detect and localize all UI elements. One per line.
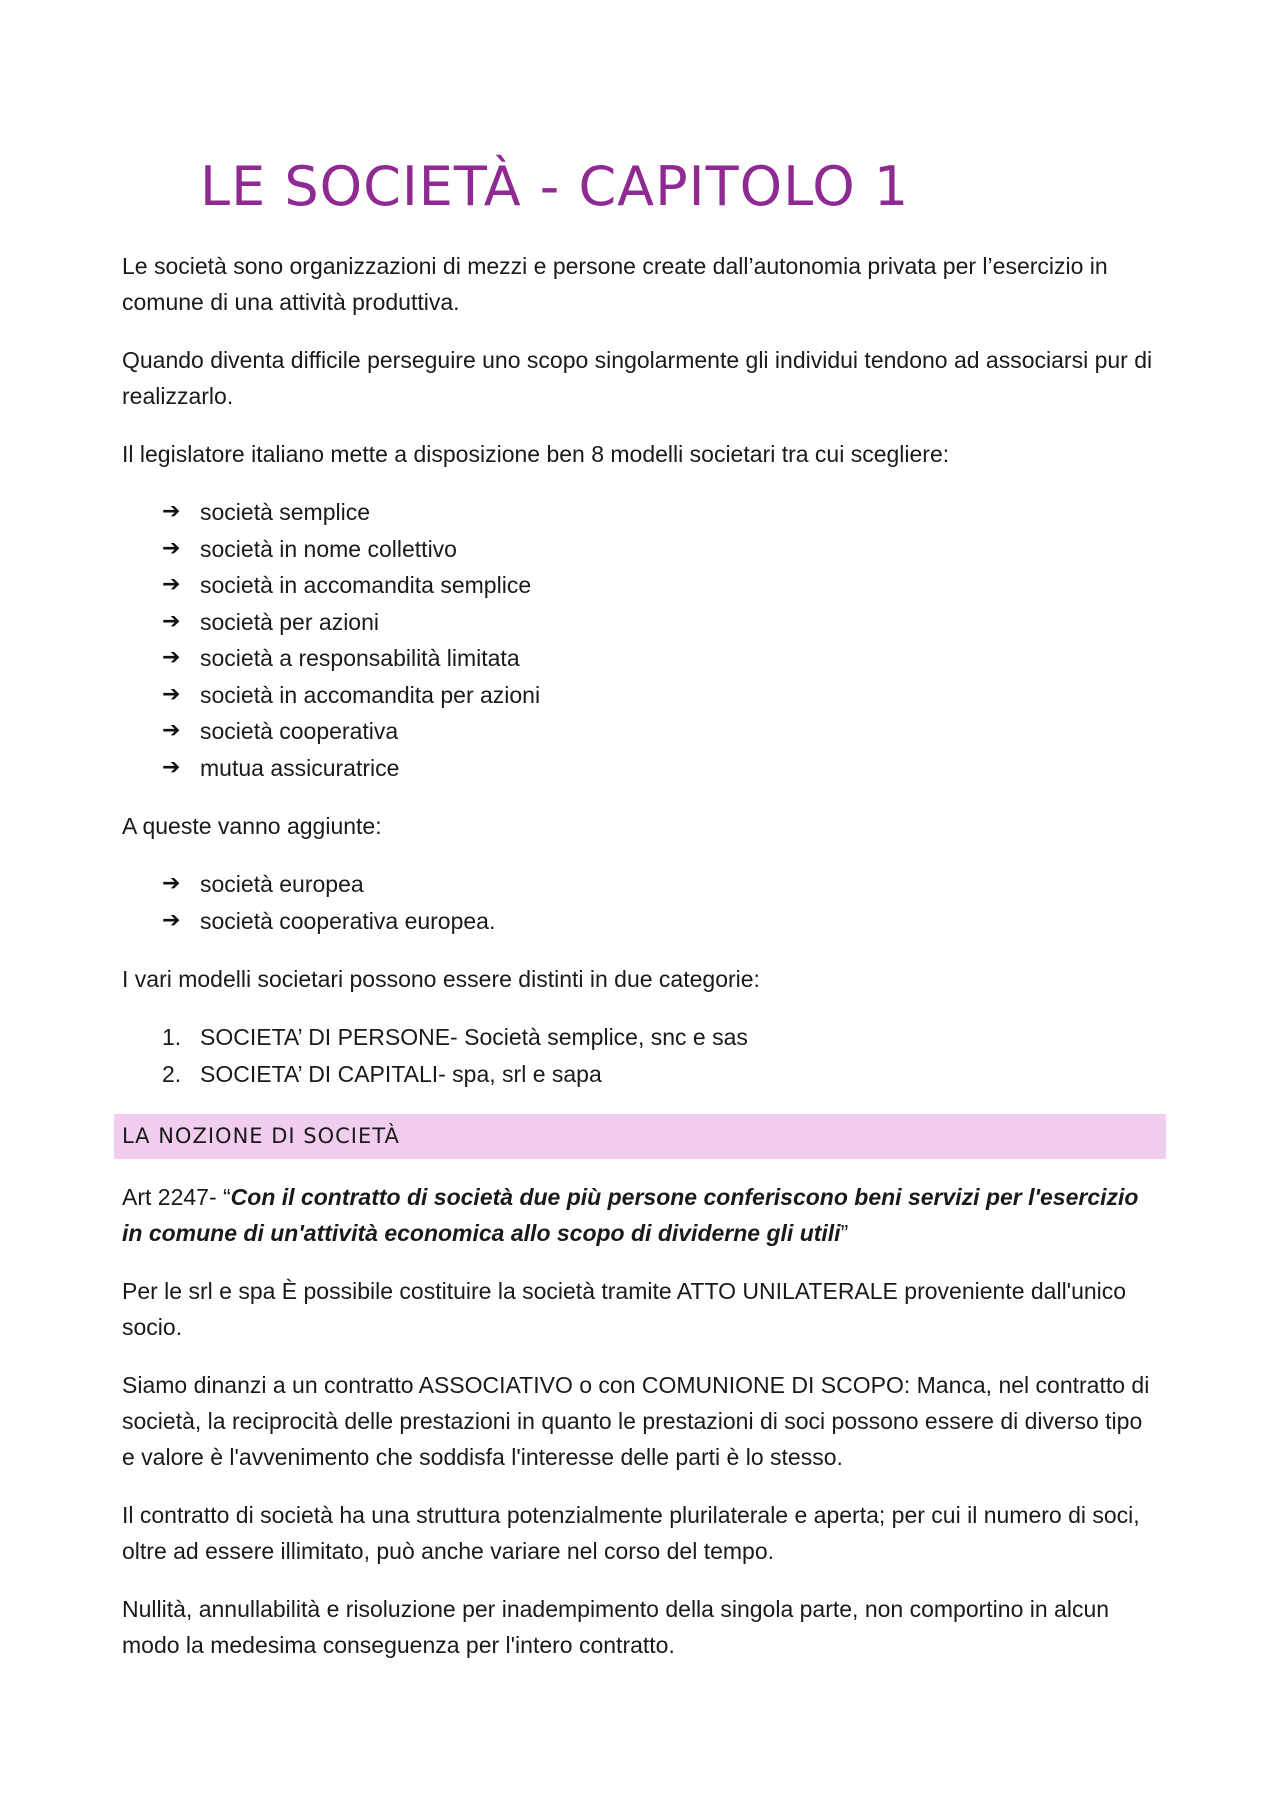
list-item [162,866,1158,903]
arrow-right-icon: ➔ [162,645,181,670]
list-item [162,640,1158,677]
list-number: 2. [162,1060,182,1087]
intro-paragraph-3: Il legislatore italiano mette a disposizione ben 8 modelli societari tra cui scegliere: [122,441,950,467]
list-item [162,531,1158,568]
arrow-right-icon: ➔ [162,754,181,780]
article-prefix: Art 2247- “ [122,1184,231,1210]
list-item-text: SOCIETA’ DI CAPITALI- spa, srl e sapa [200,1060,602,1087]
arrow-right-icon: ➔ [162,907,181,933]
list-item-text: società in accomandita per azioni [200,681,541,708]
arrow-right-icon: ➔ [162,718,181,743]
list-item-text: società semplice [200,499,371,525]
list-item-text: società cooperativa [200,718,399,744]
list-item-text: società europea [200,871,364,897]
list-item-text: società a responsabilità limitata [200,645,520,671]
list-item-text: mutua assicuratrice [200,754,400,781]
list-item [162,494,1158,531]
section-paragraph-4: Nullità, annullabilità e risoluzione per inadempimento della singola parte, non comportino in alcun modo la medesima conseguenza per l'intero contratto. [122,1596,1110,1658]
additions-list [122,866,1158,939]
arrow-right-icon: ➔ [162,499,181,524]
section-paragraph-1: Per le srl e spa È possibile costituire la società tramite ATTO UNILATERALE proveniente dall'unico socio. [122,1278,1127,1340]
intro-paragraph-1: Le società sono organizzazioni di mezzi e persone create dall’autonomia privata per l’esercizio in comune di una attività produttiva. [122,253,1108,315]
list-item-text: SOCIETA’ DI PERSONE- Società semplice, snc e sas [200,1024,748,1050]
section-paragraph-3: Il contratto di società ha una struttura potenzialmente plurilaterale e aperta; per cui il numero di soci, oltre ad essere illimitato, può anche variare nel corso del tempo. [122,1502,1140,1564]
additions-intro: A queste vanno aggiunte: [122,813,382,839]
list-item [162,677,1158,714]
arrow-right-icon: ➔ [162,608,181,634]
arrow-right-icon: ➔ [162,871,181,896]
list-item-text: società in accomandita semplice [200,572,532,598]
list-item [162,1056,1158,1093]
section-heading: LA NOZIONE DI SOCIETÀ [114,1114,1166,1159]
categories-intro: I vari modelli societari possono essere distinti in due categorie: [122,966,760,992]
list-number: 1. [162,1024,182,1050]
arrow-right-icon: ➔ [162,681,181,707]
article-suffix: ” [840,1220,849,1246]
models-list [122,494,1158,786]
list-item [162,567,1158,604]
article-quote: Con il contratto di società due più persone conferiscono beni servizi per l'esercizio in comune di un'attività economica allo scopo di dividerne gli utili [122,1184,1139,1246]
page-title: LE SOCIETÀ - CAPITOLO 1 [200,155,910,218]
section-paragraph-2: Siamo dinanzi a un contratto ASSOCIATIVO o con COMUNIONE DI SCOPO: Manca, nel contratto di società, la reciprocità delle prestazioni in quanto le prestazioni di soci possono essere di diverso tipo e valore è l'avvenimento che soddisfa l'interesse delle parti è lo stesso. [122,1372,1150,1470]
list-item-text: società in nome collettivo [200,535,457,562]
article-quote-paragraph [122,1179,1158,1251]
list-item [162,1019,1158,1056]
categories-list [122,1019,1158,1092]
list-item [162,713,1158,750]
intro-paragraph-2: Quando diventa difficile perseguire uno scopo singolarmente gli individui tendono ad associarsi pur di realizzarlo. [122,347,1153,409]
arrow-right-icon: ➔ [162,535,181,561]
list-item [162,604,1158,641]
list-item [162,903,1158,940]
list-item-text: società per azioni [200,608,379,635]
list-item [162,750,1158,787]
arrow-right-icon: ➔ [162,572,181,597]
list-item-text: società cooperativa europea. [200,907,496,934]
